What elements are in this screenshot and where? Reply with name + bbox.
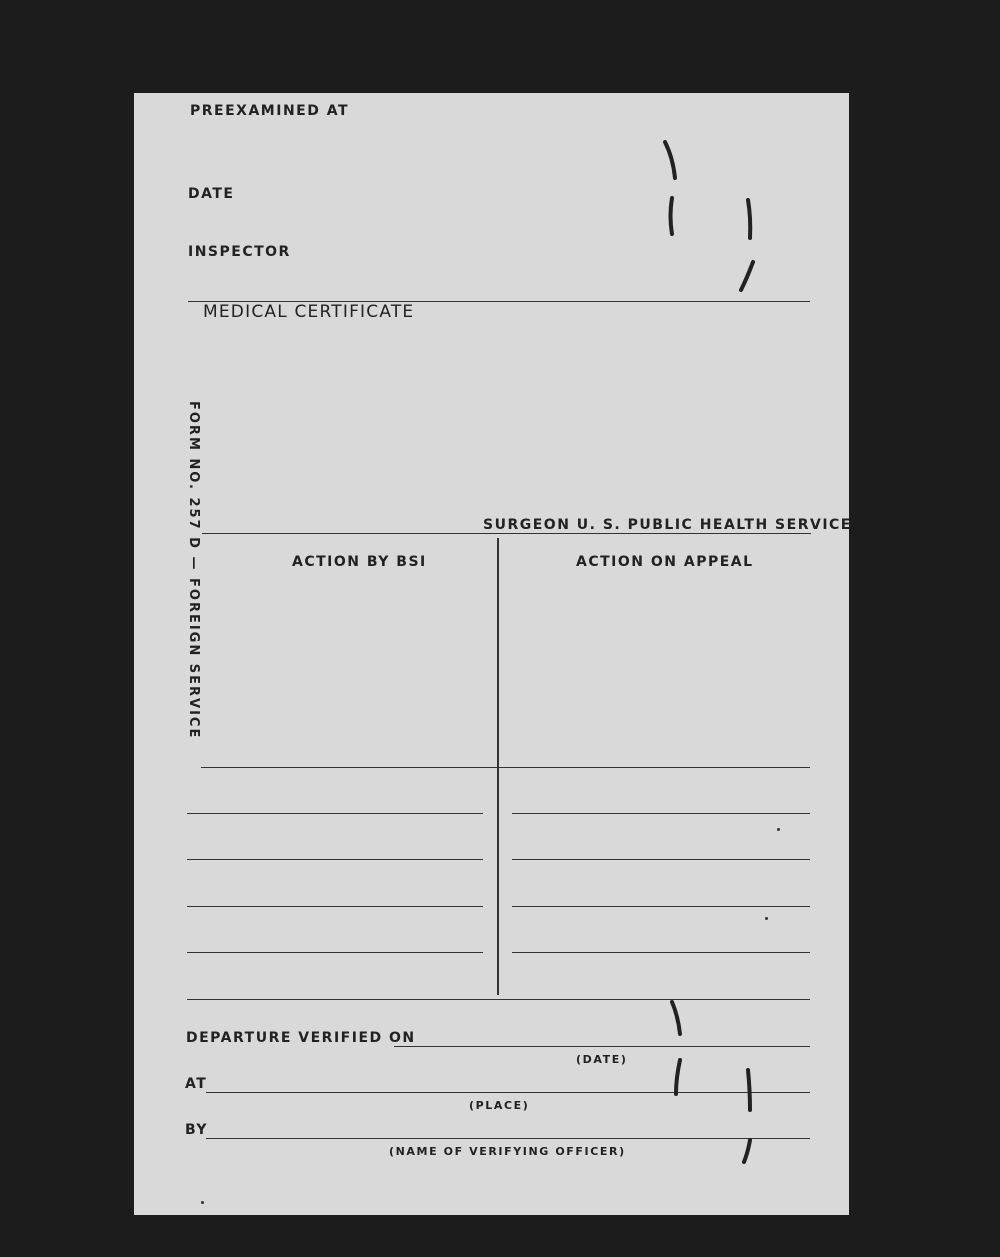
bsi-line-3 xyxy=(187,859,483,860)
bsi-line-1 xyxy=(201,767,497,768)
bsi-line-5 xyxy=(187,952,483,953)
departure-verified-label: DEPARTURE VERIFIED ON xyxy=(186,1030,416,1046)
verifying-officer-line xyxy=(206,1138,810,1139)
appeal-line-2 xyxy=(512,813,810,814)
appeal-line-3 xyxy=(512,859,810,860)
appeal-line-4 xyxy=(512,906,810,907)
certificate-title: MEDICAL CERTIFICATE xyxy=(203,302,415,322)
actions-bottom-divider xyxy=(187,999,810,1000)
bsi-line-4 xyxy=(187,906,483,907)
date-label: DATE xyxy=(188,186,235,202)
action-on-appeal-heading: ACTION ON APPEAL xyxy=(576,554,754,570)
surgeon-label: SURGEON U. S. PUBLIC HEALTH SERVICE xyxy=(483,517,852,533)
verifying-officer-caption: (NAME OF VERIFYING OFFICER) xyxy=(389,1145,626,1158)
surgeon-signature-line xyxy=(202,533,811,534)
medical-certificate-card xyxy=(134,93,852,1215)
date-caption: (DATE) xyxy=(576,1053,628,1066)
staple-marks-bottom xyxy=(664,998,764,1168)
appeal-line-1 xyxy=(499,767,810,768)
form-number-side-text: FORM NO. 257 D — FOREIGN SERVICE xyxy=(186,401,201,740)
appeal-line-5 xyxy=(512,952,810,953)
departure-date-line xyxy=(394,1046,810,1047)
ink-speck xyxy=(765,917,768,920)
bsi-line-2 xyxy=(187,813,483,814)
ink-speck xyxy=(777,828,780,831)
at-label: AT xyxy=(185,1076,208,1092)
staple-marks-top xyxy=(659,138,759,298)
action-by-bsi-heading: ACTION BY BSI xyxy=(292,554,427,570)
by-label: BY xyxy=(185,1122,209,1138)
preexamined-at-label: PREEXAMINED AT xyxy=(190,103,350,119)
place-caption: (PLACE) xyxy=(469,1099,530,1112)
inspector-label: INSPECTOR xyxy=(188,244,291,260)
departure-place-line xyxy=(206,1092,810,1093)
ink-speck xyxy=(201,1201,204,1204)
